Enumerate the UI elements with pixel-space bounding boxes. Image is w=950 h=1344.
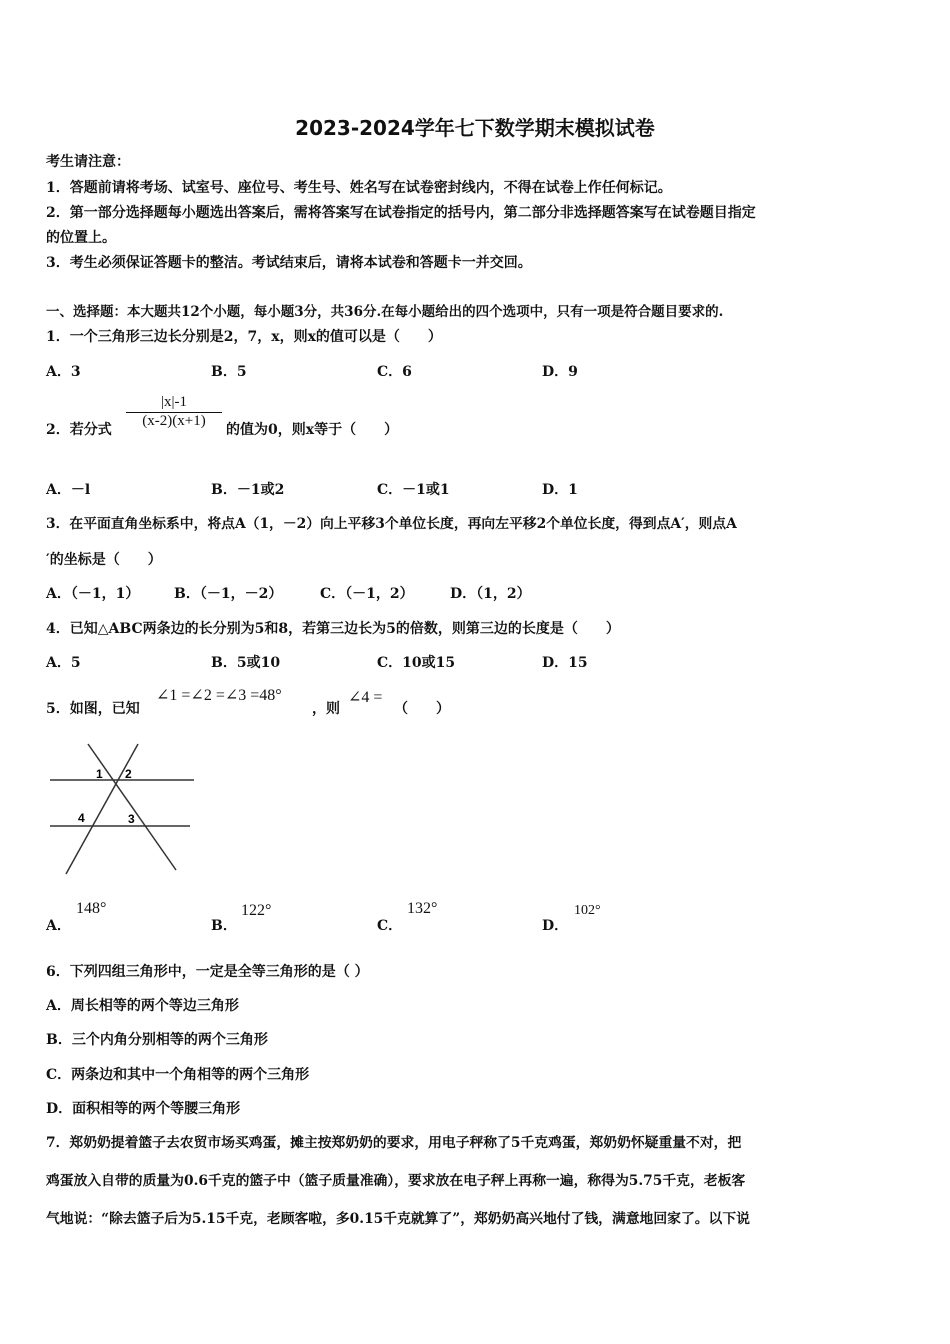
- q2-denominator: (x-2)(x+1): [142, 413, 206, 429]
- q2-option-b: B．－1或2: [211, 482, 285, 498]
- q5-option-c: C．: [377, 918, 403, 934]
- q3-option-b: B．（－1，－2）: [174, 586, 283, 602]
- notice-item: 的位置上。: [46, 230, 116, 246]
- q3-option-c: C．（－1，2）: [320, 586, 414, 602]
- q6-option-a: A．周长相等的两个等边三角形: [46, 998, 239, 1014]
- q6-stem: 6．下列四组三角形中，一定是全等三角形的是（ ）: [46, 964, 369, 980]
- question-1-stem: 1．一个三角形三边长分别是2，7，x，则x的值可以是（ ）: [46, 329, 442, 345]
- q5-option-d: D．: [542, 918, 569, 934]
- q5-option-d-value: 102°: [574, 903, 601, 918]
- q5-option-b: B．: [211, 918, 237, 934]
- q1-option-c: C．6: [377, 364, 412, 380]
- q4-option-d: D．15: [542, 655, 588, 671]
- angle-label-2: 2: [125, 767, 132, 781]
- q5-condition: ∠1 =∠2 =∠3 =48°: [156, 687, 282, 704]
- q2-numerator: |x|-1: [126, 394, 222, 413]
- q5-option-a: A．: [46, 918, 71, 934]
- q4-option-a: A．5: [46, 655, 81, 671]
- notice-heading: 考生请注意：: [46, 154, 130, 170]
- angle-label-1: 1: [96, 767, 103, 781]
- angle-label-3: 3: [128, 812, 135, 826]
- q4-option-c: C．10或15: [377, 655, 456, 671]
- q6-option-d: D．面积相等的两个等腰三角形: [46, 1101, 241, 1117]
- page-title: 2023-2024学年七下数学期末模拟试卷: [295, 116, 655, 140]
- q3-option-d: D．（1，2）: [450, 586, 531, 602]
- angle-label-4: 4: [78, 811, 85, 825]
- q3-option-a: A．（－1，1）: [46, 586, 140, 602]
- transversal-left: [88, 744, 176, 870]
- q5-ask: ∠4 =: [348, 689, 383, 706]
- q1-option-a: A．3: [46, 364, 81, 380]
- q2-option-d: D．1: [542, 482, 578, 498]
- q7-line: 气地说：“除去篮子后为5.15千克，老顾客啦，多0.15千克就算了”，郑奶奶高兴地付了钱，满意地回家了。以下说: [46, 1211, 750, 1227]
- q2-prefix: 2．若分式: [46, 422, 112, 438]
- q4-option-b: B．5或10: [211, 655, 281, 671]
- q6-option-b: B．三个内角分别相等的两个三角形: [46, 1032, 268, 1048]
- q5-option-a-value: 148°: [76, 900, 107, 917]
- q5-option-c-value: 132°: [407, 900, 438, 917]
- q6-option-c: C．两条边和其中一个角相等的两个三角形: [46, 1067, 310, 1083]
- notice-item: 3．考生必须保证答题卡的整洁。考试结束后，请将本试卷和答题卡一并交回。: [46, 255, 532, 271]
- q1-option-b: B．5: [211, 364, 247, 380]
- q2-fraction: [126, 394, 222, 430]
- q1-option-d: D．9: [542, 364, 578, 380]
- notice-item: 2．第一部分选择题每小题选出答案后，需将答案写在试卷指定的括号内，第二部分非选择题答案写在试卷题目指定: [46, 205, 756, 221]
- q2-option-c: C．－1或1: [377, 482, 450, 498]
- q5-figure: [46, 738, 198, 878]
- q3-stem-line1: 3．在平面直角坐标系中，将点A（1，－2）向上平移3个单位长度，再向左平移2个单位长度，得到点A′，则点A: [46, 516, 737, 532]
- notice-item: 1．答题前请将考场、试室号、座位号、考生号、姓名写在试卷密封线内，不得在试卷上作任何标记。: [46, 180, 672, 196]
- q2-suffix: 的值为0，则x等于（ ）: [226, 422, 399, 438]
- q7-line: 7．郑奶奶提着篮子去农贸市场买鸡蛋，摊主按郑奶奶的要求，用电子秤称了5千克鸡蛋，郑奶奶怀疑重量不对，把: [46, 1135, 742, 1151]
- q3-stem-line2: ′的坐标是（ ）: [46, 552, 162, 568]
- q5-prefix: 5．如图，已知: [46, 701, 140, 717]
- q5-suffix: （ ）: [394, 701, 450, 717]
- q5-option-b-value: 122°: [241, 902, 272, 919]
- q5-mid: ，则: [312, 701, 340, 717]
- section-heading: 一、选择题：本大题共12个小题，每小题3分，共36分.在每小题给出的四个选项中，只有一项是符合题目要求的.: [46, 304, 724, 320]
- q4-stem: 4．已知△ABC两条边的长分别为5和8，若第三边长为5的倍数，则第三边的长度是（ ）: [46, 621, 620, 637]
- q2-option-a: A．－l: [46, 482, 91, 498]
- q7-line: 鸡蛋放入自带的质量为0.6千克的篮子中（篮子质量准确），要求放在电子秤上再称一遍，称得为5.75千克，老板客: [46, 1173, 746, 1189]
